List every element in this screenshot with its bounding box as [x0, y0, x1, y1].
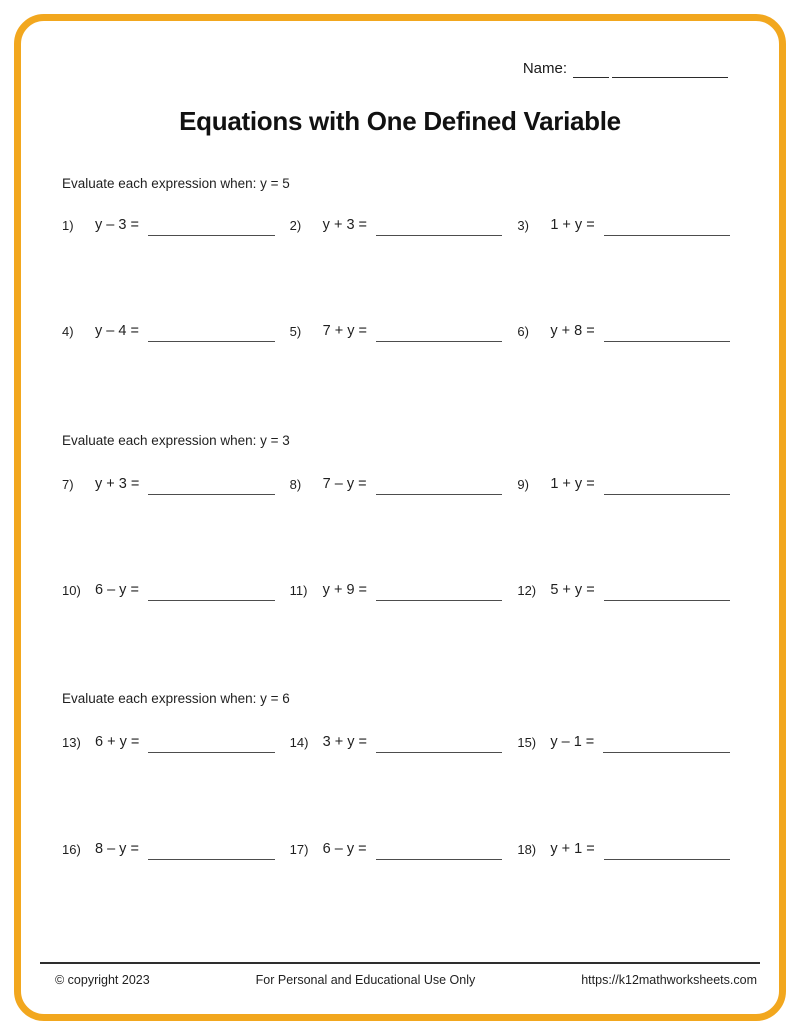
problem-expression: 6 – y = [95, 582, 139, 598]
problem-expression: 7 – y = [322, 476, 367, 492]
answer-blank [148, 230, 275, 236]
problem-1 [62, 210, 275, 236]
problem-expression: y – 1 = [550, 734, 595, 750]
problem-3 [517, 210, 730, 236]
problem-number: 18) [517, 842, 537, 857]
website-url: https://k12mathworksheets.com [581, 973, 757, 987]
problem-13 [62, 727, 275, 753]
problem-expression: y + 8 = [550, 323, 595, 339]
answer-blank [148, 854, 275, 860]
copyright-text: © copyright 2023 [55, 973, 150, 987]
answer-blank [604, 336, 730, 342]
answer-blank [376, 336, 502, 342]
section-instruction: Evaluate each expression when: y = 3 [62, 433, 290, 448]
answer-blank [604, 230, 730, 236]
problem-7 [62, 469, 275, 495]
footer-divider [40, 962, 760, 964]
answer-blank [604, 854, 730, 860]
answer-blank [148, 489, 274, 495]
problem-expression: y + 3 = [95, 476, 140, 492]
problem-expression: y – 4 = [95, 323, 139, 339]
answer-blank [376, 595, 502, 601]
section-instruction: Evaluate each expression when: y = 5 [62, 176, 290, 191]
problem-row [62, 210, 730, 236]
problem-number: 10) [62, 583, 81, 598]
problem-9 [517, 469, 730, 495]
page-title: Equations with One Defined Variable [179, 106, 621, 136]
problem-expression: 1 + y = [550, 476, 595, 492]
problem-expression: y – 3 = [95, 217, 139, 233]
problem-12 [517, 575, 730, 601]
problem-row [62, 469, 730, 495]
problem-expression: 3 + y = [322, 734, 368, 750]
problem-expression: 6 – y = [322, 841, 367, 857]
problem-row [62, 575, 730, 601]
problem-number: 3) [517, 218, 529, 233]
problem-expression: 6 + y = [95, 734, 140, 750]
problem-2 [290, 210, 503, 236]
problem-number: 5) [289, 324, 302, 339]
problem-number: 12) [517, 583, 537, 598]
problem-expression: y + 3 = [322, 217, 368, 233]
problem-expression: y + 1 = [550, 841, 595, 857]
problem-17 [290, 834, 503, 860]
usage-text: For Personal and Educational Use Only [255, 973, 476, 987]
problem-expression: y + 9 = [322, 582, 368, 598]
section-instruction: Evaluate each expression when: y = 6 [62, 691, 290, 706]
answer-blank [376, 230, 502, 236]
answer-blank [148, 336, 275, 342]
problem-number: 8) [289, 477, 302, 492]
answer-blank [604, 595, 730, 601]
answer-blank [376, 854, 503, 860]
problem-number: 11) [289, 583, 308, 598]
problem-number: 2) [289, 218, 302, 233]
problem-number: 7) [62, 477, 74, 492]
name-blank-line [612, 61, 728, 78]
problem-expression: 5 + y = [550, 582, 595, 598]
problem-10 [62, 575, 275, 601]
problem-18 [517, 834, 730, 860]
problem-15 [517, 727, 730, 753]
name-blank-line [573, 61, 609, 78]
answer-blank [376, 489, 503, 495]
problem-number: 1) [62, 218, 74, 233]
answer-blank [604, 489, 730, 495]
problem-expression: 7 + y = [322, 323, 368, 339]
problem-14 [290, 727, 503, 753]
problem-number: 14) [289, 735, 309, 750]
problem-11 [290, 575, 503, 601]
problem-number: 15) [517, 735, 537, 750]
footer [55, 973, 757, 987]
problem-number: 9) [517, 477, 529, 492]
problem-16 [62, 834, 275, 860]
answer-blank [148, 595, 275, 601]
problem-4 [62, 316, 275, 342]
problem-row [62, 316, 730, 342]
problem-expression: 8 – y = [95, 841, 139, 857]
answer-blank [148, 747, 274, 753]
problem-6 [517, 316, 730, 342]
problem-expression: 1 + y = [550, 217, 595, 233]
problem-number: 17) [289, 842, 309, 857]
answer-blank [376, 747, 502, 753]
problem-number: 16) [62, 842, 81, 857]
name-field-row [523, 60, 728, 78]
problem-5 [290, 316, 503, 342]
problem-row [62, 834, 730, 860]
problem-number: 13) [62, 735, 81, 750]
answer-blank [603, 747, 730, 753]
name-label: Name: [522, 60, 567, 77]
problem-8 [290, 469, 503, 495]
problem-number: 6) [517, 324, 529, 339]
problem-row [62, 727, 730, 753]
problem-number: 4) [62, 324, 74, 339]
decorative-border [14, 14, 786, 1021]
